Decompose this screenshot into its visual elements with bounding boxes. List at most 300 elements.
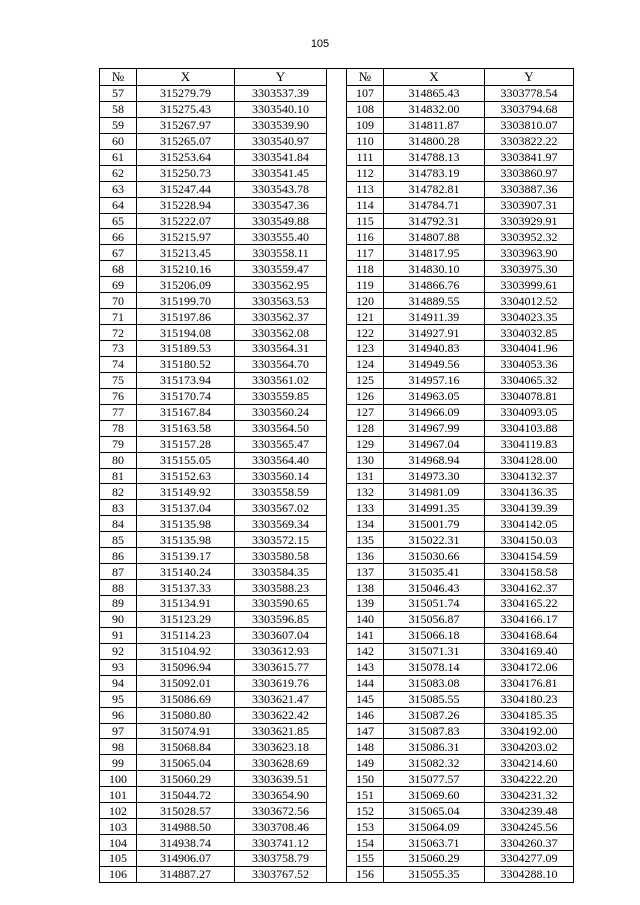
x-coordinate: 315001.79 bbox=[384, 516, 485, 532]
x-coordinate: 315086.69 bbox=[137, 691, 235, 707]
point-number: 86 bbox=[100, 548, 137, 564]
point-number: 124 bbox=[347, 356, 384, 372]
x-coordinate: 314792.31 bbox=[384, 213, 485, 229]
x-coordinate: 315197.86 bbox=[137, 309, 235, 325]
column-gap bbox=[327, 341, 347, 357]
column-gap bbox=[327, 835, 347, 851]
x-coordinate: 315063.71 bbox=[384, 835, 485, 851]
y-coordinate: 3303537.39 bbox=[235, 86, 327, 102]
column-gap bbox=[327, 787, 347, 803]
point-number: 70 bbox=[100, 293, 137, 309]
table-row bbox=[100, 580, 574, 596]
point-number: 67 bbox=[100, 245, 137, 261]
point-number: 102 bbox=[100, 803, 137, 819]
x-coordinate: 314973.30 bbox=[384, 468, 485, 484]
point-number: 133 bbox=[347, 500, 384, 516]
column-gap bbox=[327, 723, 347, 739]
table-row bbox=[100, 787, 574, 803]
point-number: 65 bbox=[100, 213, 137, 229]
x-coordinate: 315279.79 bbox=[137, 86, 235, 102]
y-coordinate: 3303558.11 bbox=[235, 245, 327, 261]
point-number: 110 bbox=[347, 133, 384, 149]
table-row bbox=[100, 707, 574, 723]
y-coordinate: 3304103.88 bbox=[485, 420, 574, 436]
y-coordinate: 3303560.14 bbox=[235, 468, 327, 484]
point-number: 64 bbox=[100, 197, 137, 213]
point-number: 96 bbox=[100, 707, 137, 723]
table-row bbox=[100, 803, 574, 819]
y-coordinate: 3304139.39 bbox=[485, 500, 574, 516]
y-coordinate: 3303572.15 bbox=[235, 532, 327, 548]
column-gap bbox=[327, 580, 347, 596]
table-row bbox=[100, 835, 574, 851]
y-coordinate: 3303584.35 bbox=[235, 564, 327, 580]
column-gap bbox=[327, 181, 347, 197]
point-number: 111 bbox=[347, 149, 384, 165]
point-number: 153 bbox=[347, 819, 384, 835]
column-gap bbox=[327, 245, 347, 261]
point-number: 137 bbox=[347, 564, 384, 580]
y-coordinate: 3304288.10 bbox=[485, 866, 574, 882]
column-gap bbox=[327, 325, 347, 341]
point-number: 108 bbox=[347, 101, 384, 117]
y-coordinate: 3303564.31 bbox=[235, 341, 327, 357]
x-coordinate: 314887.27 bbox=[137, 866, 235, 882]
header-y: Y bbox=[235, 69, 327, 86]
column-gap bbox=[327, 532, 347, 548]
y-coordinate: 3303559.85 bbox=[235, 388, 327, 404]
x-coordinate: 315139.17 bbox=[137, 548, 235, 564]
x-coordinate: 315152.63 bbox=[137, 468, 235, 484]
column-gap bbox=[327, 452, 347, 468]
column-gap bbox=[327, 372, 347, 388]
point-number: 78 bbox=[100, 420, 137, 436]
point-number: 130 bbox=[347, 452, 384, 468]
table-row bbox=[100, 372, 574, 388]
x-coordinate: 315104.92 bbox=[137, 643, 235, 659]
x-coordinate: 315149.92 bbox=[137, 484, 235, 500]
table-row bbox=[100, 468, 574, 484]
x-coordinate: 314830.10 bbox=[384, 261, 485, 277]
table-row bbox=[100, 739, 574, 755]
column-gap bbox=[327, 436, 347, 452]
point-number: 143 bbox=[347, 659, 384, 675]
x-coordinate: 314807.88 bbox=[384, 229, 485, 245]
x-coordinate: 315068.84 bbox=[137, 739, 235, 755]
x-coordinate: 315082.32 bbox=[384, 755, 485, 771]
x-coordinate: 314889.55 bbox=[384, 293, 485, 309]
x-coordinate: 315087.26 bbox=[384, 707, 485, 723]
y-coordinate: 3304132.37 bbox=[485, 468, 574, 484]
point-number: 128 bbox=[347, 420, 384, 436]
x-coordinate: 314966.09 bbox=[384, 404, 485, 420]
x-coordinate: 315123.29 bbox=[137, 611, 235, 627]
point-number: 91 bbox=[100, 627, 137, 643]
point-number: 94 bbox=[100, 675, 137, 691]
y-coordinate: 3303567.02 bbox=[235, 500, 327, 516]
x-coordinate: 314784.71 bbox=[384, 197, 485, 213]
header-number: № bbox=[347, 69, 384, 86]
y-coordinate: 3304222.20 bbox=[485, 771, 574, 787]
x-coordinate: 315199.70 bbox=[137, 293, 235, 309]
x-coordinate: 315114.23 bbox=[137, 627, 235, 643]
y-coordinate: 3303622.42 bbox=[235, 707, 327, 723]
column-gap bbox=[327, 86, 347, 102]
point-number: 68 bbox=[100, 261, 137, 277]
x-coordinate: 315086.31 bbox=[384, 739, 485, 755]
y-coordinate: 3304176.81 bbox=[485, 675, 574, 691]
y-coordinate: 3303639.51 bbox=[235, 771, 327, 787]
y-coordinate: 3304150.03 bbox=[485, 532, 574, 548]
point-number: 152 bbox=[347, 803, 384, 819]
x-coordinate: 314988.50 bbox=[137, 819, 235, 835]
y-coordinate: 3304065.32 bbox=[485, 372, 574, 388]
table-row bbox=[100, 436, 574, 452]
x-coordinate: 314967.99 bbox=[384, 420, 485, 436]
point-number: 113 bbox=[347, 181, 384, 197]
point-number: 74 bbox=[100, 356, 137, 372]
point-number: 85 bbox=[100, 532, 137, 548]
x-coordinate: 314832.00 bbox=[384, 101, 485, 117]
x-coordinate: 315055.35 bbox=[384, 866, 485, 882]
point-number: 116 bbox=[347, 229, 384, 245]
x-coordinate: 315071.31 bbox=[384, 643, 485, 659]
point-number: 122 bbox=[347, 325, 384, 341]
column-gap bbox=[327, 213, 347, 229]
y-coordinate: 3303596.85 bbox=[235, 611, 327, 627]
x-coordinate: 315275.43 bbox=[137, 101, 235, 117]
column-gap bbox=[327, 277, 347, 293]
point-number: 63 bbox=[100, 181, 137, 197]
y-coordinate: 3303562.37 bbox=[235, 309, 327, 325]
y-coordinate: 3303562.08 bbox=[235, 325, 327, 341]
table-row bbox=[100, 420, 574, 436]
table-row bbox=[100, 452, 574, 468]
table-row bbox=[100, 197, 574, 213]
column-gap bbox=[327, 691, 347, 707]
y-coordinate: 3304277.09 bbox=[485, 851, 574, 867]
table-row bbox=[100, 309, 574, 325]
y-coordinate: 3303562.95 bbox=[235, 277, 327, 293]
table-row bbox=[100, 611, 574, 627]
x-coordinate: 314981.09 bbox=[384, 484, 485, 500]
y-coordinate: 3304260.37 bbox=[485, 835, 574, 851]
table-row bbox=[100, 500, 574, 516]
y-coordinate: 3304142.05 bbox=[485, 516, 574, 532]
y-coordinate: 3304078.81 bbox=[485, 388, 574, 404]
column-gap bbox=[327, 851, 347, 867]
y-coordinate: 3303540.97 bbox=[235, 133, 327, 149]
column-gap bbox=[327, 229, 347, 245]
point-number: 97 bbox=[100, 723, 137, 739]
table-row bbox=[100, 277, 574, 293]
point-number: 114 bbox=[347, 197, 384, 213]
point-number: 156 bbox=[347, 866, 384, 882]
column-gap bbox=[327, 309, 347, 325]
x-coordinate: 314800.28 bbox=[384, 133, 485, 149]
point-number: 103 bbox=[100, 819, 137, 835]
x-coordinate: 314957.16 bbox=[384, 372, 485, 388]
point-number: 58 bbox=[100, 101, 137, 117]
point-number: 79 bbox=[100, 436, 137, 452]
point-number: 123 bbox=[347, 341, 384, 357]
y-coordinate: 3303564.40 bbox=[235, 452, 327, 468]
y-coordinate: 3303539.90 bbox=[235, 117, 327, 133]
point-number: 88 bbox=[100, 580, 137, 596]
y-coordinate: 3303619.76 bbox=[235, 675, 327, 691]
x-coordinate: 315096.94 bbox=[137, 659, 235, 675]
y-coordinate: 3304136.35 bbox=[485, 484, 574, 500]
table-row bbox=[100, 643, 574, 659]
point-number: 77 bbox=[100, 404, 137, 420]
x-coordinate: 315064.09 bbox=[384, 819, 485, 835]
point-number: 83 bbox=[100, 500, 137, 516]
coordinates-table bbox=[99, 68, 574, 883]
x-coordinate: 315056.87 bbox=[384, 611, 485, 627]
x-coordinate: 314911.39 bbox=[384, 309, 485, 325]
table-row bbox=[100, 866, 574, 882]
x-coordinate: 315083.08 bbox=[384, 675, 485, 691]
y-coordinate: 3304214.60 bbox=[485, 755, 574, 771]
y-coordinate: 3303887.36 bbox=[485, 181, 574, 197]
column-gap bbox=[327, 149, 347, 165]
table-row bbox=[100, 245, 574, 261]
point-number: 72 bbox=[100, 325, 137, 341]
column-gap bbox=[327, 803, 347, 819]
x-coordinate: 315092.01 bbox=[137, 675, 235, 691]
point-number: 107 bbox=[347, 86, 384, 102]
x-coordinate: 315222.07 bbox=[137, 213, 235, 229]
y-coordinate: 3303541.84 bbox=[235, 149, 327, 165]
x-coordinate: 314783.19 bbox=[384, 165, 485, 181]
table-row bbox=[100, 564, 574, 580]
point-number: 104 bbox=[100, 835, 137, 851]
point-number: 112 bbox=[347, 165, 384, 181]
table-row bbox=[100, 851, 574, 867]
y-coordinate: 3303564.70 bbox=[235, 356, 327, 372]
table-row bbox=[100, 548, 574, 564]
y-coordinate: 3303794.68 bbox=[485, 101, 574, 117]
point-number: 148 bbox=[347, 739, 384, 755]
x-coordinate: 315210.16 bbox=[137, 261, 235, 277]
column-gap bbox=[327, 468, 347, 484]
table-row bbox=[100, 325, 574, 341]
x-coordinate: 314782.81 bbox=[384, 181, 485, 197]
column-gap bbox=[327, 627, 347, 643]
column-gap bbox=[327, 420, 347, 436]
table-row bbox=[100, 229, 574, 245]
table-header-row bbox=[100, 69, 574, 86]
x-coordinate: 314968.94 bbox=[384, 452, 485, 468]
x-coordinate: 314938.74 bbox=[137, 835, 235, 851]
point-number: 90 bbox=[100, 611, 137, 627]
y-coordinate: 3304231.32 bbox=[485, 787, 574, 803]
y-coordinate: 3304158.58 bbox=[485, 564, 574, 580]
y-coordinate: 3303541.45 bbox=[235, 165, 327, 181]
y-coordinate: 3304154.59 bbox=[485, 548, 574, 564]
point-number: 154 bbox=[347, 835, 384, 851]
y-coordinate: 3304172.06 bbox=[485, 659, 574, 675]
point-number: 109 bbox=[347, 117, 384, 133]
table-row bbox=[100, 819, 574, 835]
point-number: 66 bbox=[100, 229, 137, 245]
x-coordinate: 315134.91 bbox=[137, 596, 235, 612]
y-coordinate: 3303708.46 bbox=[235, 819, 327, 835]
point-number: 61 bbox=[100, 149, 137, 165]
x-coordinate: 315247.44 bbox=[137, 181, 235, 197]
point-number: 93 bbox=[100, 659, 137, 675]
x-coordinate: 315080.80 bbox=[137, 707, 235, 723]
table-row bbox=[100, 532, 574, 548]
point-number: 92 bbox=[100, 643, 137, 659]
x-coordinate: 315028.57 bbox=[137, 803, 235, 819]
table-row bbox=[100, 86, 574, 102]
y-coordinate: 3304012.52 bbox=[485, 293, 574, 309]
point-number: 84 bbox=[100, 516, 137, 532]
x-coordinate: 315022.31 bbox=[384, 532, 485, 548]
x-coordinate: 315267.97 bbox=[137, 117, 235, 133]
x-coordinate: 314865.43 bbox=[384, 86, 485, 102]
header-number: № bbox=[100, 69, 137, 86]
point-number: 132 bbox=[347, 484, 384, 500]
x-coordinate: 314991.35 bbox=[384, 500, 485, 516]
table-row bbox=[100, 341, 574, 357]
y-coordinate: 3303860.97 bbox=[485, 165, 574, 181]
x-coordinate: 314811.87 bbox=[384, 117, 485, 133]
table-row bbox=[100, 691, 574, 707]
x-coordinate: 314963.05 bbox=[384, 388, 485, 404]
y-coordinate: 3304169.40 bbox=[485, 643, 574, 659]
x-coordinate: 315170.74 bbox=[137, 388, 235, 404]
point-number: 89 bbox=[100, 596, 137, 612]
y-coordinate: 3303621.47 bbox=[235, 691, 327, 707]
point-number: 95 bbox=[100, 691, 137, 707]
column-gap bbox=[327, 675, 347, 691]
x-coordinate: 314866.76 bbox=[384, 277, 485, 293]
x-coordinate: 315206.09 bbox=[137, 277, 235, 293]
y-coordinate: 3303975.30 bbox=[485, 261, 574, 277]
x-coordinate: 315066.18 bbox=[384, 627, 485, 643]
y-coordinate: 3304093.05 bbox=[485, 404, 574, 420]
y-coordinate: 3304023.35 bbox=[485, 309, 574, 325]
x-coordinate: 315077.57 bbox=[384, 771, 485, 787]
column-gap bbox=[327, 101, 347, 117]
point-number: 129 bbox=[347, 436, 384, 452]
x-coordinate: 315250.73 bbox=[137, 165, 235, 181]
x-coordinate: 315060.29 bbox=[384, 851, 485, 867]
column-gap bbox=[327, 484, 347, 500]
y-coordinate: 3303543.78 bbox=[235, 181, 327, 197]
x-coordinate: 315163.58 bbox=[137, 420, 235, 436]
point-number: 75 bbox=[100, 372, 137, 388]
table-row bbox=[100, 675, 574, 691]
y-coordinate: 3304119.83 bbox=[485, 436, 574, 452]
x-coordinate: 315044.72 bbox=[137, 787, 235, 803]
x-coordinate: 315074.91 bbox=[137, 723, 235, 739]
y-coordinate: 3303810.07 bbox=[485, 117, 574, 133]
y-coordinate: 3303778.54 bbox=[485, 86, 574, 102]
y-coordinate: 3303628.69 bbox=[235, 755, 327, 771]
x-coordinate: 315228.94 bbox=[137, 197, 235, 213]
table-row bbox=[100, 755, 574, 771]
y-coordinate: 3304203.02 bbox=[485, 739, 574, 755]
x-coordinate: 315087.83 bbox=[384, 723, 485, 739]
column-gap bbox=[327, 771, 347, 787]
x-coordinate: 315065.04 bbox=[384, 803, 485, 819]
column-gap bbox=[327, 564, 347, 580]
column-gap bbox=[327, 69, 347, 86]
y-coordinate: 3303558.59 bbox=[235, 484, 327, 500]
y-coordinate: 3304239.48 bbox=[485, 803, 574, 819]
x-coordinate: 315069.60 bbox=[384, 787, 485, 803]
table-row bbox=[100, 101, 574, 117]
point-number: 98 bbox=[100, 739, 137, 755]
y-coordinate: 3303615.77 bbox=[235, 659, 327, 675]
table-row bbox=[100, 181, 574, 197]
header-x: X bbox=[384, 69, 485, 86]
x-coordinate: 315265.07 bbox=[137, 133, 235, 149]
point-number: 155 bbox=[347, 851, 384, 867]
y-coordinate: 3303560.24 bbox=[235, 404, 327, 420]
x-coordinate: 315135.98 bbox=[137, 516, 235, 532]
y-coordinate: 3303563.53 bbox=[235, 293, 327, 309]
header-y: Y bbox=[485, 69, 574, 86]
y-coordinate: 3304166.17 bbox=[485, 611, 574, 627]
y-coordinate: 3304168.64 bbox=[485, 627, 574, 643]
point-number: 120 bbox=[347, 293, 384, 309]
x-coordinate: 315167.84 bbox=[137, 404, 235, 420]
column-gap bbox=[327, 755, 347, 771]
column-gap bbox=[327, 261, 347, 277]
point-number: 101 bbox=[100, 787, 137, 803]
page-number: 105 bbox=[310, 38, 330, 50]
column-gap bbox=[327, 659, 347, 675]
y-coordinate: 3303758.79 bbox=[235, 851, 327, 867]
point-number: 126 bbox=[347, 388, 384, 404]
column-gap bbox=[327, 197, 347, 213]
column-gap bbox=[327, 117, 347, 133]
point-number: 134 bbox=[347, 516, 384, 532]
point-number: 87 bbox=[100, 564, 137, 580]
x-coordinate: 315085.55 bbox=[384, 691, 485, 707]
point-number: 151 bbox=[347, 787, 384, 803]
x-coordinate: 314906.07 bbox=[137, 851, 235, 867]
table-row bbox=[100, 133, 574, 149]
point-number: 131 bbox=[347, 468, 384, 484]
point-number: 60 bbox=[100, 133, 137, 149]
y-coordinate: 3303963.90 bbox=[485, 245, 574, 261]
x-coordinate: 315137.33 bbox=[137, 580, 235, 596]
table-row bbox=[100, 627, 574, 643]
y-coordinate: 3303952.32 bbox=[485, 229, 574, 245]
column-gap bbox=[327, 356, 347, 372]
y-coordinate: 3304185.35 bbox=[485, 707, 574, 723]
table-row bbox=[100, 659, 574, 675]
y-coordinate: 3303607.04 bbox=[235, 627, 327, 643]
y-coordinate: 3304128.00 bbox=[485, 452, 574, 468]
column-gap bbox=[327, 516, 347, 532]
column-gap bbox=[327, 643, 347, 659]
y-coordinate: 3304192.00 bbox=[485, 723, 574, 739]
column-gap bbox=[327, 866, 347, 882]
column-gap bbox=[327, 293, 347, 309]
x-coordinate: 314788.13 bbox=[384, 149, 485, 165]
point-number: 144 bbox=[347, 675, 384, 691]
point-number: 71 bbox=[100, 309, 137, 325]
y-coordinate: 3303907.31 bbox=[485, 197, 574, 213]
point-number: 100 bbox=[100, 771, 137, 787]
x-coordinate: 315155.05 bbox=[137, 452, 235, 468]
